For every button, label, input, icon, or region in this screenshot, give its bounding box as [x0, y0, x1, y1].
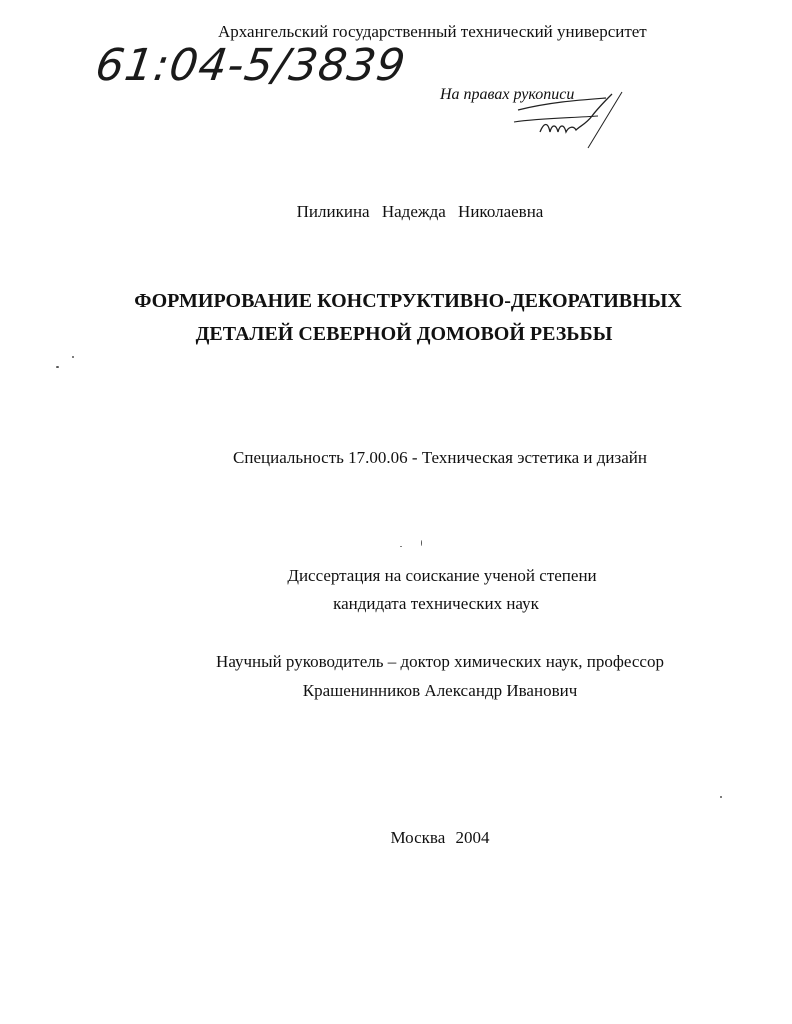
city-and-year: Москва 2004 [390, 828, 490, 847]
degree-line-2: кандидата технических наук [333, 594, 539, 613]
scan-speck [720, 796, 722, 798]
rights-note: На правах рукописи [440, 86, 575, 103]
handwritten-manuscript-number: 61:04-5/3839 [92, 40, 410, 91]
scan-speck [400, 546, 402, 547]
dissertation-title-line-2: ДЕТАЛЕЙ СЕВЕРНОЙ ДОМОВОЙ РЕЗЬБЫ [195, 323, 613, 345]
signature [510, 88, 650, 152]
advisor-line-2: Крашенинников Александр Иванович [302, 681, 578, 700]
scan-speck [72, 356, 74, 358]
degree-line-1: Диссертация на соискание ученой степени [287, 566, 597, 585]
advisor-line-1: Научный руководитель – доктор химических наук, профессор [216, 652, 664, 671]
university-name: Архангельский государственный технический университет [218, 22, 647, 41]
author-name: Пиликина Надежда Николаевна [296, 202, 544, 221]
specialty: Специальность 17.00.06 - Техническая эстетика и дизайн [233, 448, 647, 467]
scan-speck [56, 366, 59, 368]
scan-speck [421, 540, 422, 546]
dissertation-title-line-1: ФОРМИРОВАНИЕ КОНСТРУКТИВНО-ДЕКОРАТИВНЫХ [134, 290, 682, 312]
